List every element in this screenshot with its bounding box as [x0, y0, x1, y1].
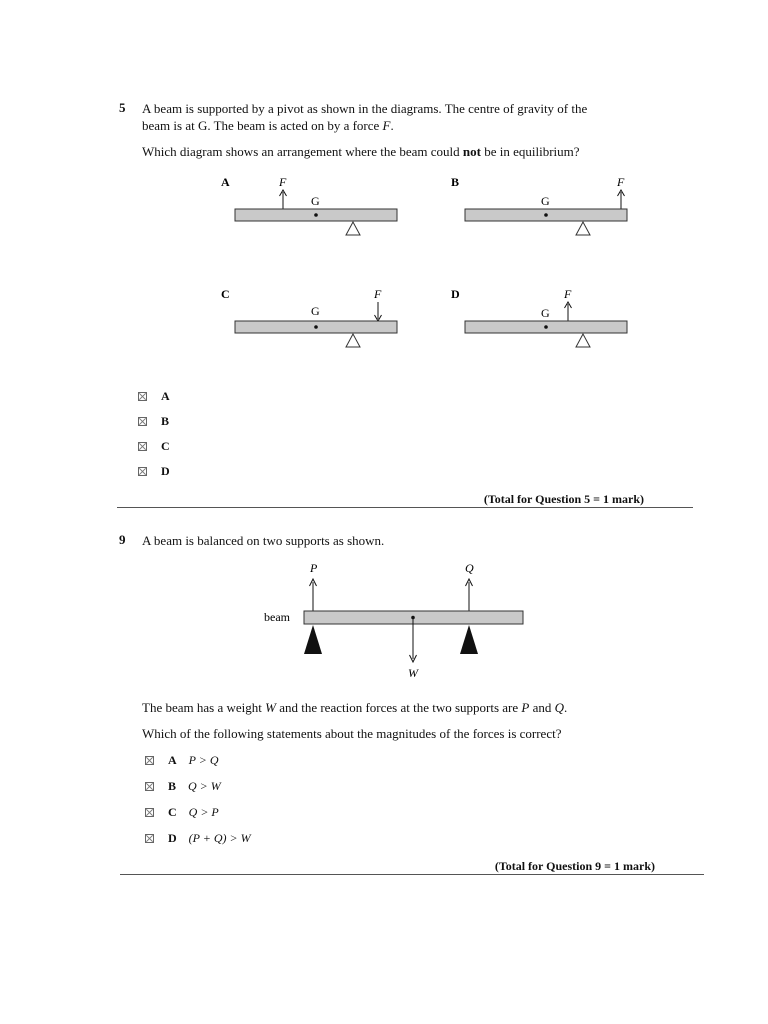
q9-option-b-letter: B	[168, 779, 177, 793]
diagram-c-force-label: F	[374, 287, 382, 301]
q9-option-d[interactable]	[145, 831, 251, 846]
q9-option-a-text: P > Q	[188, 753, 219, 767]
diagram-c-pivot	[346, 334, 360, 347]
q5-question-end: be in equilibrium?	[480, 144, 580, 159]
p-label: P	[310, 561, 318, 575]
diagram-a-pivot	[346, 222, 360, 235]
q5-option-b-letter: B	[161, 414, 170, 428]
q5-option-a[interactable]	[138, 389, 182, 404]
diagram-d-letter: D	[451, 287, 460, 301]
q5-question-text: Which diagram shows an arrangement where the beam could	[142, 144, 463, 159]
q9-option-d-text: (P + Q) > W	[188, 831, 251, 845]
diagram-d	[445, 284, 635, 354]
diagram-a	[215, 172, 405, 242]
q9-question: Which of the following statements about the magnitudes of the forces is correct?	[142, 726, 562, 741]
q9-desc-q: Q	[554, 700, 565, 715]
q5-stem	[142, 100, 682, 134]
diagram-b-letter: B	[451, 175, 460, 189]
checkbox-icon[interactable]	[145, 834, 154, 843]
q5-stem-line1: A beam is supported by a pivot as shown in the diagrams. The centre of gravity of the	[142, 101, 588, 116]
diagram-b-cg-dot	[544, 213, 548, 217]
diagram-c	[215, 284, 405, 354]
q9-description	[142, 699, 682, 716]
checkbox-icon[interactable]	[138, 417, 147, 426]
q5-force-var: F	[382, 118, 391, 133]
checkbox-icon[interactable]	[138, 442, 147, 451]
q9-divider	[120, 874, 704, 875]
checkbox-icon[interactable]	[138, 467, 147, 476]
q9-option-c-letter: C	[168, 805, 177, 819]
q5-option-c-letter: C	[161, 439, 170, 453]
q5-question	[142, 143, 580, 160]
diagram-d-pivot	[576, 334, 590, 347]
diagram-a-cg-dot	[314, 213, 318, 217]
diagram-a-letter: A	[221, 175, 230, 189]
w-label: W	[408, 666, 418, 680]
diagram-d-force-label: F	[564, 287, 572, 301]
q9-option-b[interactable]	[145, 779, 221, 794]
q9-desc-text-4: .	[564, 700, 568, 715]
q9-desc-text-3: and	[529, 700, 555, 715]
q9-diagram	[255, 558, 535, 683]
q9-option-a[interactable]	[145, 753, 219, 768]
diagram-d-cg-label: G	[541, 306, 550, 320]
diagram-a-force-label: F	[279, 175, 287, 189]
diagram-b-cg-label: G	[541, 194, 550, 208]
q9-desc-w: W	[265, 700, 276, 715]
q-label: Q	[465, 561, 474, 575]
diagram-a-cg-label: G	[311, 194, 320, 208]
q5-option-a-letter: A	[161, 389, 170, 403]
q5-option-c[interactable]	[138, 439, 182, 454]
q9-number: 9	[119, 532, 126, 547]
q5-total: (Total for Question 5 = 1 mark)	[483, 492, 644, 506]
q5-stem-line2-end: .	[390, 118, 394, 133]
q9-option-b-text: Q > W	[188, 779, 221, 793]
left-support	[304, 625, 322, 654]
q5-stem-line2	[142, 117, 682, 134]
diagram-b	[445, 172, 635, 242]
q9-desc-text-1: The beam has a weight	[142, 700, 266, 715]
checkbox-icon[interactable]	[145, 782, 154, 791]
q9-option-a-letter: A	[168, 753, 177, 767]
q9-option-d-letter: D	[168, 831, 177, 845]
q5-option-b[interactable]	[138, 414, 181, 429]
diagram-b-pivot	[576, 222, 590, 235]
q9-option-c-text: Q > P	[188, 805, 219, 819]
q9-stem: A beam is balanced on two supports as shown.	[142, 533, 385, 548]
beam-label: beam	[264, 610, 290, 624]
q9-desc-p: P	[521, 700, 530, 715]
checkbox-icon[interactable]	[138, 392, 147, 401]
checkbox-icon[interactable]	[145, 756, 154, 765]
q5-divider	[117, 507, 693, 508]
q5-option-d[interactable]	[138, 464, 182, 479]
diagram-c-cg-dot	[314, 325, 318, 329]
q5-question-not: not	[462, 144, 481, 159]
diagram-c-letter: C	[221, 287, 230, 301]
q5-stem-line2-text: beam is at G. The beam is acted on by a force	[142, 118, 383, 133]
q9-total: (Total for Question 9 = 1 mark)	[494, 859, 655, 873]
q5-option-d-letter: D	[161, 464, 170, 478]
right-support	[460, 625, 478, 654]
q9-option-c[interactable]	[145, 805, 219, 820]
diagram-c-cg-label: G	[311, 304, 320, 318]
q5-number: 5	[119, 100, 126, 115]
q9-desc-text-2: and the reaction forces at the two supports are	[275, 700, 522, 715]
diagram-d-cg-dot	[544, 325, 548, 329]
diagram-b-force-label: F	[617, 175, 625, 189]
checkbox-icon[interactable]	[145, 808, 154, 817]
